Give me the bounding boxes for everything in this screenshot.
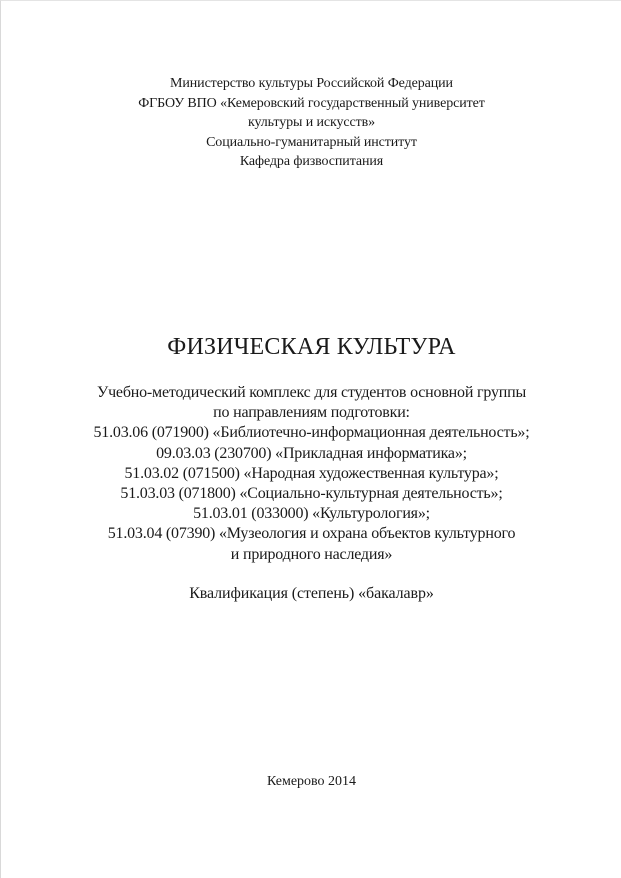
city-year-footer: Кемерово 2014 — [266, 774, 357, 789]
document-description — [1, 383, 621, 565]
header-line-university-cont: культуры и искусств» — [247, 115, 376, 130]
header-line-institute: Социально-гуманитарный институт — [206, 134, 417, 150]
description-line: 51.03.03 (071800) «Социально-культурная деятельность»; — [120, 485, 503, 503]
description-line: и природного наследия» — [230, 545, 393, 563]
qualification-line: Квалификация (степень) «бакалавр» — [189, 585, 434, 602]
description-line: по направлениям подготовки: — [213, 404, 410, 422]
description-line: 09.03.03 (230700) «Прикладная информатика»; — [156, 444, 467, 462]
description-line: 51.03.04 (07390) «Музеология и охрана объектов культурного — [107, 525, 516, 543]
document-title: ФИЗИЧЕСКАЯ КУЛЬТУРА — [167, 334, 456, 360]
description-line: 51.03.02 (071500) «Народная художественная культура»; — [124, 464, 499, 482]
institution-header — [1, 74, 621, 172]
description-line: Учебно-методический комплекс для студентов основной группы — [96, 384, 527, 401]
header-line-ministry: Министерство культуры Российской Федерации — [170, 76, 453, 91]
description-line: 51.03.06 (071900) «Библиотечно-информационная деятельность»; — [93, 424, 530, 442]
header-line-department: Кафедра физвоспитания — [239, 154, 384, 169]
header-line-university: ФГБОУ ВПО «Кемеровский государственный университет — [138, 95, 485, 111]
description-line: 51.03.01 (033000) «Культурология»; — [193, 505, 430, 523]
